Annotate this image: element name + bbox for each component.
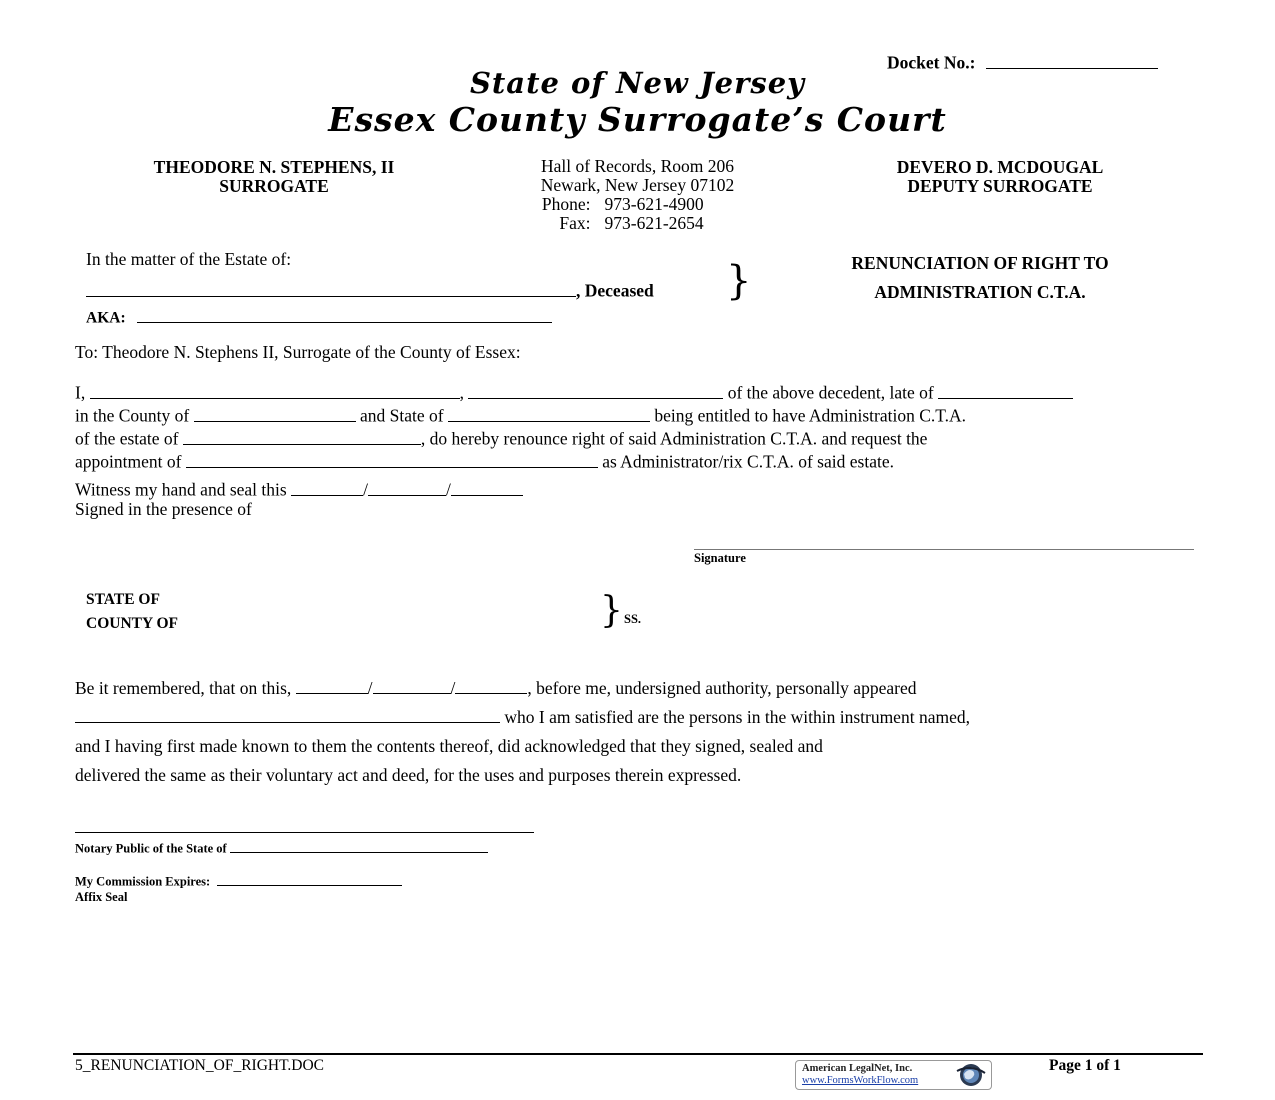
text-appointment: appointment of — [75, 451, 182, 472]
docket-label: Docket No.: — [887, 52, 976, 73]
commission-row — [75, 872, 402, 890]
notary-state-field[interactable] — [230, 839, 488, 853]
decedent-name-field[interactable] — [86, 278, 576, 297]
renouncer-name-field[interactable] — [90, 380, 460, 399]
para-line-2 — [75, 403, 1195, 426]
venue-ss: SS. — [624, 612, 642, 626]
county-field[interactable] — [194, 403, 356, 422]
footer-rule — [73, 1053, 1203, 1055]
appointee-field[interactable] — [186, 449, 598, 468]
company-badge[interactable] — [795, 1060, 992, 1090]
surrogate-block — [100, 158, 448, 196]
state-field[interactable] — [448, 403, 650, 422]
venue-state: STATE OF — [86, 591, 160, 608]
text-as-admin: as Administrator/rix C.T.A. of said estate. — [602, 451, 894, 472]
para-line-4 — [75, 449, 1195, 472]
address-line1: Hall of Records, Room 206 — [541, 156, 734, 176]
ack-day-field[interactable] — [373, 676, 451, 695]
phone-row — [490, 195, 785, 214]
deputy-title: DEPUTY SURROGATE — [907, 176, 1093, 196]
page-number: Page 1 of 1 — [1049, 1057, 1121, 1074]
ack-year-field[interactable] — [455, 676, 527, 695]
acknowledgment-paragraph — [75, 674, 1195, 790]
deceased-row — [86, 278, 654, 302]
signature-line[interactable] — [694, 549, 1194, 550]
estate-brace: } — [726, 258, 752, 304]
phone-label: Phone: — [541, 194, 591, 214]
ack-satisfied: who I am satisfied are the persons in the within instrument named, — [504, 707, 970, 727]
globe-icon — [954, 1062, 988, 1088]
para-line-1 — [75, 380, 1195, 403]
witness-text: Witness my hand and seal this — [75, 479, 287, 500]
estate-matter-label: In the matter of the Estate of: — [86, 249, 292, 269]
ack-month-field[interactable] — [296, 676, 368, 695]
aka-field[interactable] — [137, 306, 552, 323]
notary-state-row — [75, 839, 488, 857]
deputy-name: DEVERO D. MCDOUGAL — [896, 157, 1104, 177]
text-and-state: and State of — [359, 405, 444, 426]
footer-filename: 5_RENUNCIATION_OF_RIGHT.DOC — [75, 1057, 324, 1074]
phone-number: 973-621-4900 — [604, 194, 704, 214]
text-in-county: in the County of — [75, 405, 190, 426]
company-url[interactable]: www.FormsWorkFlow.com — [802, 1075, 919, 1086]
fax-row — [490, 214, 785, 233]
court-name-title: Essex County Surrogate’s Court — [328, 100, 947, 139]
text-entitled: being entitled to have Administration C.T.A. — [654, 405, 967, 426]
relationship-field[interactable] — [468, 380, 723, 399]
signature-label: Signature — [694, 551, 746, 565]
witness-line: Witness my hand and seal this / / — [75, 477, 523, 500]
text-comma: , — [459, 382, 464, 403]
affix-seal: Affix Seal — [75, 890, 128, 904]
document-title — [780, 249, 1180, 307]
document-title-line1: RENUNCIATION OF RIGHT TO — [851, 253, 1109, 273]
notary-public-label: Notary Public of the State of — [75, 841, 227, 856]
court-state-title: State of New Jersey — [469, 66, 806, 100]
ack-before: , before me, undersigned authority, personally appeared — [527, 678, 917, 698]
surrogate-name: THEODORE N. STEPHENS, II — [153, 157, 395, 177]
venue-block — [86, 588, 178, 636]
text-renounce: , do hereby renounce right of said Administration C.T.A. and request the — [420, 428, 928, 449]
ack-line-3: and I having first made known to them the contents thereof, did acknowledged that they signed, sealed and — [75, 736, 823, 756]
witness-block — [75, 477, 523, 520]
commission-field[interactable] — [217, 872, 402, 886]
aka-row — [86, 306, 552, 328]
fax-label: Fax: — [559, 213, 591, 233]
estate-name-field[interactable] — [183, 426, 421, 445]
venue-brace: } — [600, 590, 623, 631]
text-of-estate: of the estate of — [75, 428, 179, 449]
aka-label: AKA: — [86, 309, 126, 327]
ack-start: Be it remembered, that on this, — [75, 678, 292, 698]
text-i: I, — [75, 382, 86, 403]
notary-signature-line[interactable] — [75, 832, 534, 833]
appeared-person-field[interactable] — [75, 705, 500, 724]
signed-presence: Signed in the presence of — [75, 499, 252, 519]
para-line-3 — [75, 426, 1195, 449]
commission-label: My Commission Expires: — [75, 874, 211, 889]
text-of-above: of the above decedent, late of — [727, 382, 934, 403]
company-name: American LegalNet, Inc. — [802, 1063, 913, 1074]
addressee-line: To: Theodore N. Stephens II, Surrogate of the County of Essex: — [75, 342, 521, 362]
ack-line-4: delivered the same as their voluntary act and deed, for the uses and purposes therein expressed. — [75, 765, 742, 785]
fax-number: 973-621-2654 — [604, 213, 704, 233]
ack-line-1: Be it remembered, that on this, / / , before me, undersigned authority, personally appeared — [75, 674, 1195, 703]
deputy-block — [840, 158, 1160, 196]
document-title-line2: ADMINISTRATION C.T.A. — [874, 282, 1086, 302]
witness-year-field[interactable] — [451, 477, 523, 496]
venue-county: COUNTY OF — [86, 615, 178, 632]
court-address — [490, 157, 785, 233]
address-line2: Newark, New Jersey 07102 — [540, 175, 735, 195]
deceased-label: , Deceased — [576, 280, 654, 301]
witness-month-field[interactable] — [291, 477, 363, 496]
late-of-field[interactable] — [938, 380, 1073, 399]
witness-day-field[interactable] — [368, 477, 446, 496]
ack-line-2 — [75, 703, 1195, 732]
surrogate-title: SURROGATE — [219, 176, 329, 196]
renunciation-paragraph — [75, 380, 1195, 472]
